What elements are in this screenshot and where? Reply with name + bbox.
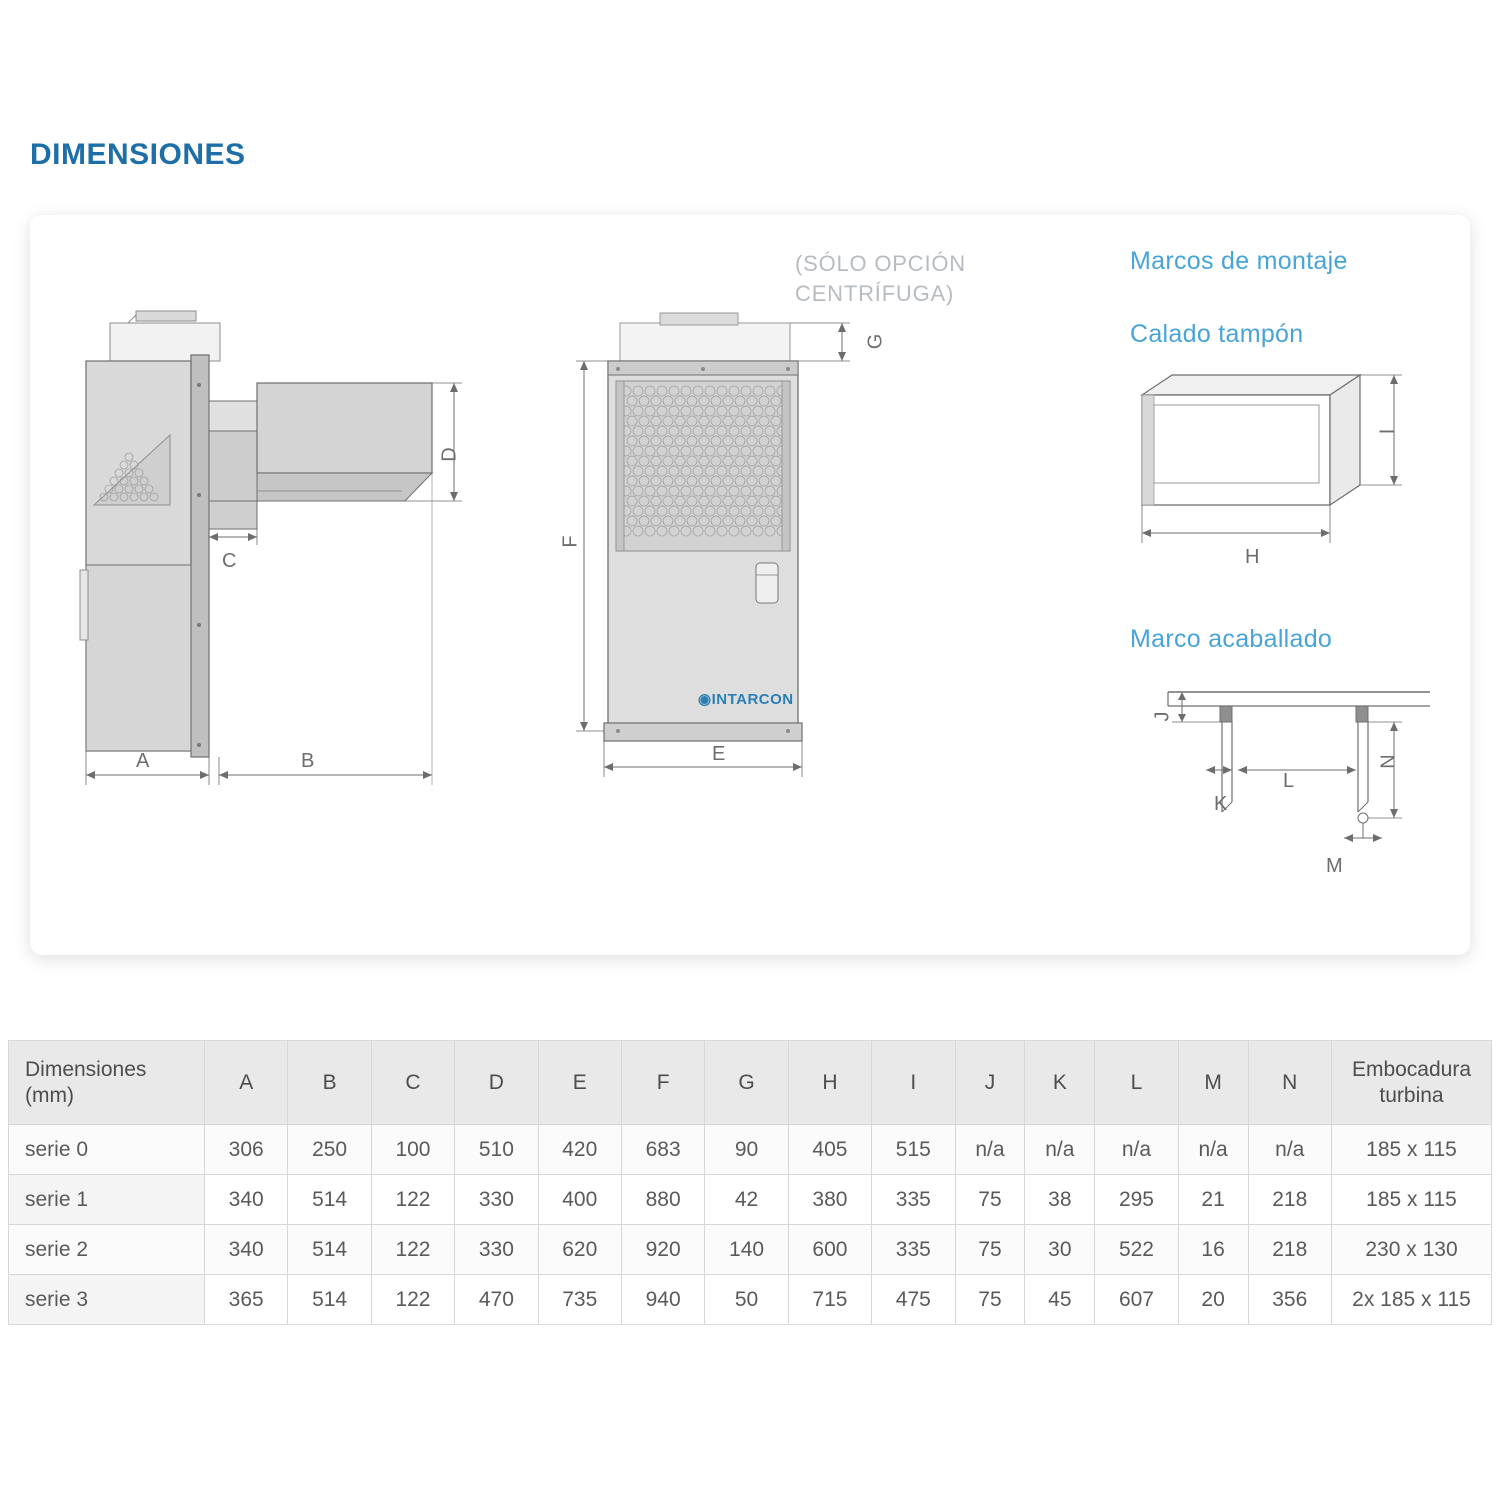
table-header-G: G	[705, 1041, 788, 1125]
cell-H: 715	[788, 1275, 871, 1325]
table-header-F: F	[621, 1041, 704, 1125]
cell-K: 45	[1025, 1275, 1095, 1325]
table-header-E: E	[538, 1041, 621, 1125]
table-header-J: J	[955, 1041, 1025, 1125]
note-centrifuga-line1: (SÓLO OPCIÓN	[795, 251, 966, 276]
cell-M: 21	[1178, 1175, 1248, 1225]
cell-B: 250	[288, 1125, 371, 1175]
cell-E: 620	[538, 1225, 621, 1275]
table-header-A: A	[205, 1041, 288, 1125]
heading-marcos-montaje: Marcos de montaje	[1130, 247, 1348, 275]
cell-L: n/a	[1095, 1125, 1178, 1175]
table-header-M: M	[1178, 1041, 1248, 1125]
cell-D: 330	[455, 1225, 538, 1275]
calado-tampon-drawing	[1120, 365, 1450, 565]
brand-text: INTARCON	[711, 691, 794, 708]
cell-H: 600	[788, 1225, 871, 1275]
cell-F: 940	[621, 1275, 704, 1325]
dim-label-I: I	[1376, 428, 1399, 435]
cell-E: 420	[538, 1125, 621, 1175]
table-header-row	[9, 1041, 1492, 1125]
dim-label-E: E	[712, 743, 726, 765]
table-header-K: K	[1025, 1041, 1095, 1125]
table-head	[9, 1041, 1492, 1125]
cell-F: 880	[621, 1175, 704, 1225]
table-header-L: L	[1095, 1041, 1178, 1125]
cell-M: n/a	[1178, 1125, 1248, 1175]
cell-M: 16	[1178, 1225, 1248, 1275]
dim-label-L: L	[1283, 770, 1295, 792]
cell-embocadura: 185 x 115	[1332, 1175, 1492, 1225]
heading-marco-acaballado: Marco acaballado	[1130, 625, 1333, 653]
cell-A: 340	[205, 1225, 288, 1275]
dim-label-J: J	[1151, 711, 1174, 722]
cell-G: 42	[705, 1175, 788, 1225]
dim-label-N: N	[1377, 754, 1400, 769]
row-label: serie 2	[9, 1225, 205, 1275]
cell-A: 340	[205, 1175, 288, 1225]
table-header-embocadura-line1: Embocadura	[1351, 1057, 1472, 1081]
diagram-panel-inner	[30, 215, 1470, 955]
cell-F: 920	[621, 1225, 704, 1275]
cell-J: n/a	[955, 1125, 1025, 1175]
cell-C: 122	[371, 1225, 454, 1275]
table-header-C: C	[371, 1041, 454, 1125]
cell-A: 306	[205, 1125, 288, 1175]
brand-logo: ◉INTARCON	[698, 691, 794, 708]
cell-N: 218	[1248, 1225, 1331, 1275]
cell-I: 515	[872, 1125, 955, 1175]
cell-B: 514	[288, 1225, 371, 1275]
cell-D: 470	[455, 1275, 538, 1325]
table-header-B: B	[288, 1041, 371, 1125]
cell-J: 75	[955, 1175, 1025, 1225]
cell-N: 356	[1248, 1275, 1331, 1325]
cell-K: n/a	[1025, 1125, 1095, 1175]
table-row	[9, 1275, 1492, 1325]
cell-C: 122	[371, 1275, 454, 1325]
table-header-embocadura	[1332, 1041, 1492, 1125]
cell-J: 75	[955, 1225, 1025, 1275]
heading-calado-tampon: Calado tampón	[1130, 320, 1304, 348]
dim-label-C: C	[222, 550, 237, 572]
dim-label-G: G	[864, 333, 887, 350]
cell-F: 683	[621, 1125, 704, 1175]
cell-G: 140	[705, 1225, 788, 1275]
dim-label-D: D	[438, 447, 461, 462]
dim-label-M: M	[1326, 855, 1343, 877]
cell-B: 514	[288, 1275, 371, 1325]
table-header-dimensiones	[9, 1041, 205, 1125]
note-centrifuga-line2: CENTRÍFUGA)	[795, 281, 955, 306]
cell-I: 475	[872, 1275, 955, 1325]
cell-J: 75	[955, 1275, 1025, 1325]
table-header-H: H	[788, 1041, 871, 1125]
table-header-embocadura-line2: turbina	[1379, 1083, 1444, 1107]
dim-label-K: K	[1214, 793, 1228, 815]
cell-L: 295	[1095, 1175, 1178, 1225]
table-row	[9, 1175, 1492, 1225]
cell-K: 30	[1025, 1225, 1095, 1275]
side-view-drawing	[50, 305, 470, 905]
cell-L: 607	[1095, 1275, 1178, 1325]
cell-M: 20	[1178, 1275, 1248, 1325]
cell-A: 365	[205, 1275, 288, 1325]
cell-N: n/a	[1248, 1125, 1331, 1175]
dim-label-H: H	[1245, 546, 1260, 568]
dimensions-table-wrap	[8, 1040, 1492, 1325]
table-header-dimensiones-line1: Dimensiones	[25, 1057, 147, 1081]
cell-D: 330	[455, 1175, 538, 1225]
table-header-N: N	[1248, 1041, 1331, 1125]
cell-K: 38	[1025, 1175, 1095, 1225]
cell-C: 100	[371, 1125, 454, 1175]
cell-G: 90	[705, 1125, 788, 1175]
cell-L: 522	[1095, 1225, 1178, 1275]
table-header-D: D	[455, 1041, 538, 1125]
cell-I: 335	[872, 1175, 955, 1225]
row-label: serie 3	[9, 1275, 205, 1325]
cell-embocadura: 185 x 115	[1332, 1125, 1492, 1175]
cell-C: 122	[371, 1175, 454, 1225]
cell-embocadura: 2x 185 x 115	[1332, 1275, 1492, 1325]
table-header-I: I	[872, 1041, 955, 1125]
page-title: DIMENSIONES	[30, 138, 246, 171]
cell-H: 380	[788, 1175, 871, 1225]
row-label: serie 1	[9, 1175, 205, 1225]
cell-embocadura: 230 x 130	[1332, 1225, 1492, 1275]
cell-E: 400	[538, 1175, 621, 1225]
cell-B: 514	[288, 1175, 371, 1225]
dim-label-A: A	[136, 750, 150, 772]
row-label: serie 0	[9, 1125, 205, 1175]
dimensions-table	[8, 1040, 1492, 1325]
cell-N: 218	[1248, 1175, 1331, 1225]
cell-G: 50	[705, 1275, 788, 1325]
cell-D: 510	[455, 1125, 538, 1175]
front-view-drawing	[570, 295, 900, 895]
cell-E: 735	[538, 1275, 621, 1325]
table-row	[9, 1225, 1492, 1275]
diagram-panel	[30, 215, 1470, 955]
cell-I: 335	[872, 1225, 955, 1275]
dim-label-B: B	[301, 750, 315, 772]
cell-H: 405	[788, 1125, 871, 1175]
table-row	[9, 1125, 1492, 1175]
dim-label-F: F	[559, 535, 582, 548]
table-body	[9, 1125, 1492, 1325]
table-header-dimensiones-line2: (mm)	[25, 1083, 74, 1107]
